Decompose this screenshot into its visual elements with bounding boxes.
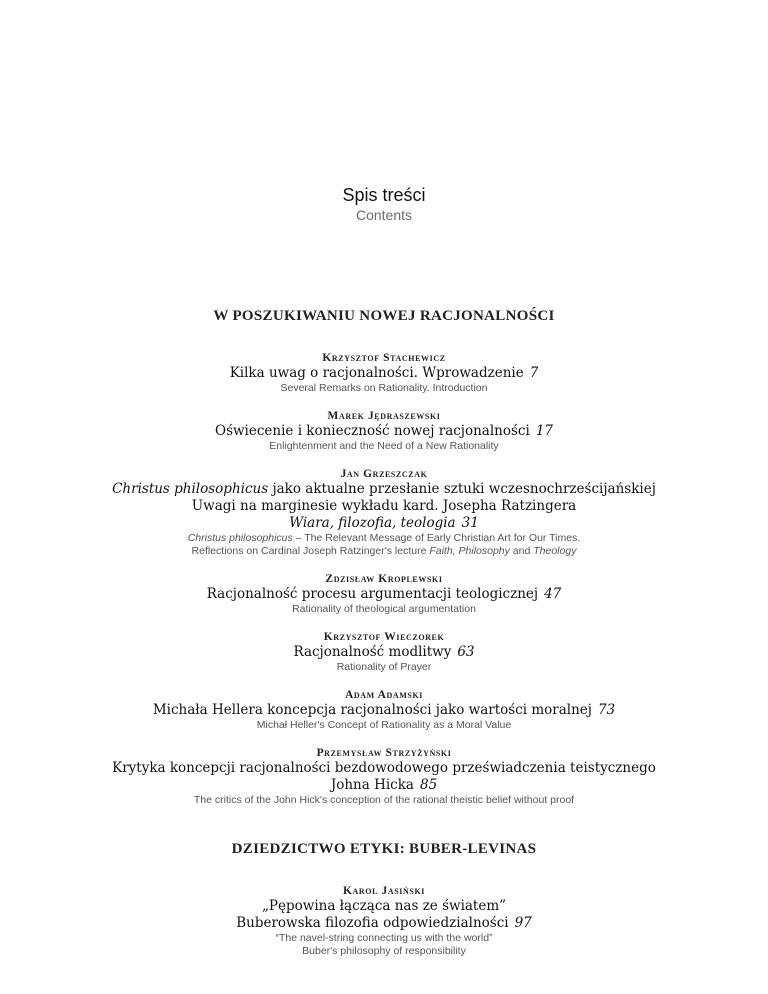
table-of-contents <box>0 308 768 972</box>
toc-entry[interactable] <box>0 746 768 807</box>
entry-page: 7 <box>529 365 539 381</box>
entry-author: Adam Adamski <box>344 689 424 701</box>
entry-title-pl: Racjonalność procesu argumentacji teologicznej 47 <box>206 586 562 602</box>
entry-title-en: Several Remarks on Rationality. Introduction <box>280 382 488 394</box>
entry-page: 31 <box>461 515 479 531</box>
toc-entry[interactable] <box>0 351 768 395</box>
entry-title-pl-line1: Christus philosophicus jako aktualne przesłanie sztuki wczesnochrześcijańskiej <box>112 481 656 497</box>
entry-title-pl: Oświecenie i konieczność nowej racjonalności 17 <box>215 423 553 439</box>
entry-page: 85 <box>419 777 438 793</box>
entry-page: 63 <box>457 644 475 660</box>
section-title: DZIEDZICTWO ETYKI: BUBER-LEVINAS <box>231 841 537 857</box>
entry-title-pl-line2: Buberowska filozofia odpowiedzialności 97 <box>236 915 532 931</box>
toc-entry[interactable] <box>0 467 768 558</box>
toc-subtitle: Contents <box>355 207 413 223</box>
entry-title-pl-line3: Wiara, filozofia, teologia 31 <box>289 515 479 531</box>
entry-author: Marek Jędraszewski <box>327 410 441 422</box>
entry-title-en: Michał Heller's Concept of Rationality as a Moral Value <box>256 719 512 731</box>
toc-entry[interactable] <box>0 630 768 674</box>
entry-author: Karol Jasiński <box>343 885 425 897</box>
entry-title-pl: Michała Hellera koncepcja racjonalności jako wartości moralnej 73 <box>152 702 616 718</box>
entry-title-pl: Kilka uwag o racjonalności. Wprowadzenie 7 <box>229 365 539 381</box>
entry-author: Przemysław Strzyżyński <box>316 747 452 759</box>
section-2 <box>0 841 768 958</box>
toc-heading <box>0 184 768 224</box>
entry-title-en: Enlightenment and the Need of a New Rationality <box>269 440 499 452</box>
section-1 <box>0 308 768 807</box>
entry-page: 73 <box>597 702 616 718</box>
entry-title-en-line1: Christus philosophicus – The Relevant Message of Early Christian Art for Our Times. <box>187 532 581 544</box>
entry-title-en: The critics of the John Hick's conception of the rational theistic belief without proof <box>193 794 575 806</box>
entry-title-en: Rationality of theological argumentation <box>292 603 476 615</box>
toc-entry[interactable] <box>0 688 768 732</box>
section-title: W POSZUKIWANIU NOWEJ RACJONALNOŚCI <box>213 308 555 324</box>
entry-page: 17 <box>535 423 553 439</box>
toc-title: Spis treści <box>342 185 426 205</box>
entry-title-en-line2: Buber's philosophy of responsibility <box>302 945 466 957</box>
entry-title-pl-line2: Uwagi na marginesie wykładu kard. Josepha Ratzingera <box>191 498 577 514</box>
toc-entry[interactable] <box>0 572 768 616</box>
entry-author: Krzysztof Stachewicz <box>322 352 446 364</box>
entry-title-en: Rationality of Prayer <box>336 661 432 673</box>
entry-title-pl-line1: „Pępowina łącząca nas ze światem” <box>261 898 507 914</box>
entry-title-pl-line1: Krytyka koncepcji racjonalności bezdowodowego przeświadczenia teistycznego <box>112 760 656 776</box>
entry-title-pl: Racjonalność modlitwy 63 <box>293 644 475 660</box>
entry-author: Krzysztof Wieczorek <box>323 631 445 643</box>
entry-title-en-line1: “The navel-string connecting us with the world” <box>275 932 493 944</box>
entry-title-en-line2: Reflections on Cardinal Joseph Ratzinger's lecture Faith, Philosophy and Theology <box>191 545 577 557</box>
entry-author: Zdzisław Kroplewski <box>325 573 443 585</box>
toc-entry[interactable] <box>0 409 768 453</box>
entry-author: Jan Grzeszczak <box>340 468 428 480</box>
entry-page: 47 <box>544 586 562 602</box>
toc-entry[interactable] <box>0 884 768 958</box>
entry-title-pl-line2: Johna Hicka 85 <box>330 777 438 793</box>
entry-page: 97 <box>514 915 532 931</box>
